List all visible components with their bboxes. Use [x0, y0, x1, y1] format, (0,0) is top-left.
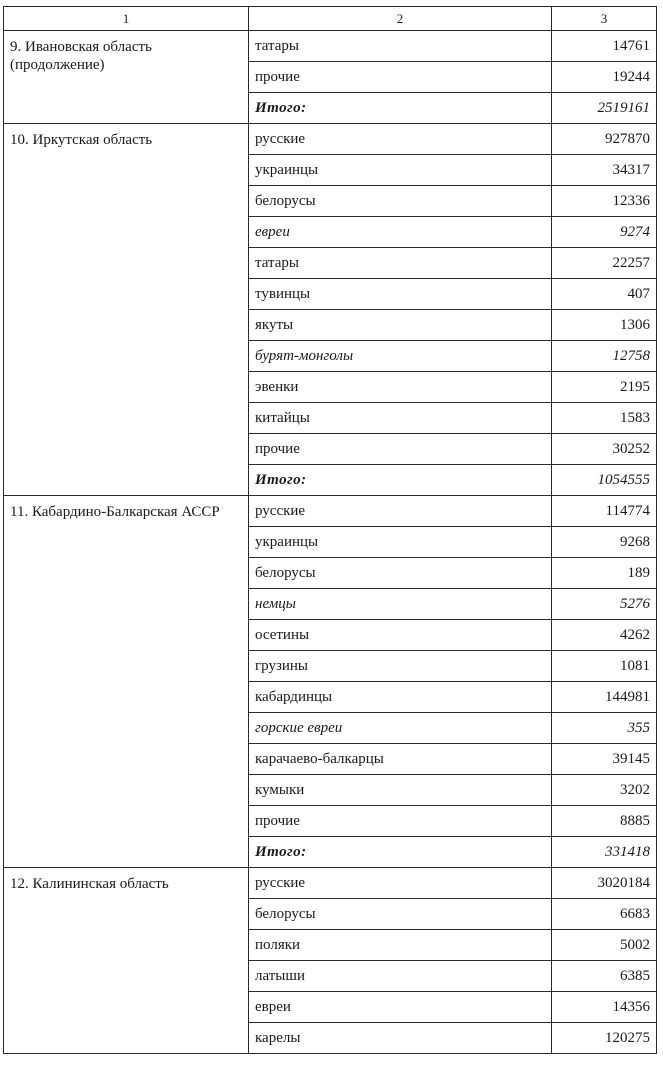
header-col-2: 2: [249, 7, 552, 31]
count-cell: 4262: [552, 620, 657, 651]
count-cell: 1306: [552, 310, 657, 341]
table-row: [4, 496, 657, 527]
total-value: 1054555: [552, 465, 657, 496]
total-label: Итого:: [249, 93, 552, 124]
table-row: [4, 868, 657, 899]
count-cell: 8885: [552, 806, 657, 837]
count-cell: 5002: [552, 930, 657, 961]
total-value: 2519161: [552, 93, 657, 124]
population-table: [3, 6, 657, 1054]
region-name: 12. Калининская область: [4, 868, 249, 1054]
count-cell: 114774: [552, 496, 657, 527]
nationality-cell: бурят-монголы: [249, 341, 552, 372]
nationality-cell: украинцы: [249, 527, 552, 558]
count-cell: 34317: [552, 155, 657, 186]
count-cell: 12336: [552, 186, 657, 217]
nationality-cell: прочие: [249, 806, 552, 837]
count-cell: 14356: [552, 992, 657, 1023]
nationality-cell: русские: [249, 124, 552, 155]
header-col-3: 3: [552, 7, 657, 31]
region-name: 9. Ивановская область (продолжение): [4, 31, 249, 124]
table-row: [4, 124, 657, 155]
nationality-cell: прочие: [249, 434, 552, 465]
count-cell: 30252: [552, 434, 657, 465]
count-cell: 5276: [552, 589, 657, 620]
count-cell: 189: [552, 558, 657, 589]
nationality-cell: грузины: [249, 651, 552, 682]
count-cell: 6683: [552, 899, 657, 930]
nationality-cell: прочие: [249, 62, 552, 93]
nationality-cell: латыши: [249, 961, 552, 992]
header-col-1: 1: [4, 7, 249, 31]
nationality-cell: осетины: [249, 620, 552, 651]
total-label: Итого:: [249, 837, 552, 868]
count-cell: 39145: [552, 744, 657, 775]
nationality-cell: поляки: [249, 930, 552, 961]
count-cell: 120275: [552, 1023, 657, 1054]
count-cell: 22257: [552, 248, 657, 279]
count-cell: 6385: [552, 961, 657, 992]
nationality-cell: евреи: [249, 217, 552, 248]
total-value: 331418: [552, 837, 657, 868]
header-row: [4, 7, 657, 31]
count-cell: 14761: [552, 31, 657, 62]
nationality-cell: евреи: [249, 992, 552, 1023]
count-cell: 927870: [552, 124, 657, 155]
nationality-cell: кабардинцы: [249, 682, 552, 713]
count-cell: 355: [552, 713, 657, 744]
region-name: 11. Кабардино-Балкарская АССР: [4, 496, 249, 868]
nationality-cell: русские: [249, 496, 552, 527]
nationality-cell: кумыки: [249, 775, 552, 806]
count-cell: 3202: [552, 775, 657, 806]
nationality-cell: якуты: [249, 310, 552, 341]
count-cell: 1583: [552, 403, 657, 434]
nationality-cell: русские: [249, 868, 552, 899]
count-cell: 1081: [552, 651, 657, 682]
count-cell: 3020184: [552, 868, 657, 899]
nationality-cell: эвенки: [249, 372, 552, 403]
count-cell: 9274: [552, 217, 657, 248]
count-cell: 2195: [552, 372, 657, 403]
count-cell: 19244: [552, 62, 657, 93]
nationality-cell: карачаево-балкарцы: [249, 744, 552, 775]
count-cell: 12758: [552, 341, 657, 372]
nationality-cell: белорусы: [249, 558, 552, 589]
count-cell: 144981: [552, 682, 657, 713]
nationality-cell: татары: [249, 31, 552, 62]
nationality-cell: горские евреи: [249, 713, 552, 744]
region-name: 10. Иркутская область: [4, 124, 249, 496]
table-body: [4, 7, 657, 1054]
nationality-cell: татары: [249, 248, 552, 279]
nationality-cell: белорусы: [249, 899, 552, 930]
nationality-cell: китайцы: [249, 403, 552, 434]
count-cell: 9268: [552, 527, 657, 558]
nationality-cell: белорусы: [249, 186, 552, 217]
nationality-cell: карелы: [249, 1023, 552, 1054]
table-row: [4, 31, 657, 62]
total-label: Итого:: [249, 465, 552, 496]
nationality-cell: немцы: [249, 589, 552, 620]
nationality-cell: украинцы: [249, 155, 552, 186]
nationality-cell: тувинцы: [249, 279, 552, 310]
count-cell: 407: [552, 279, 657, 310]
